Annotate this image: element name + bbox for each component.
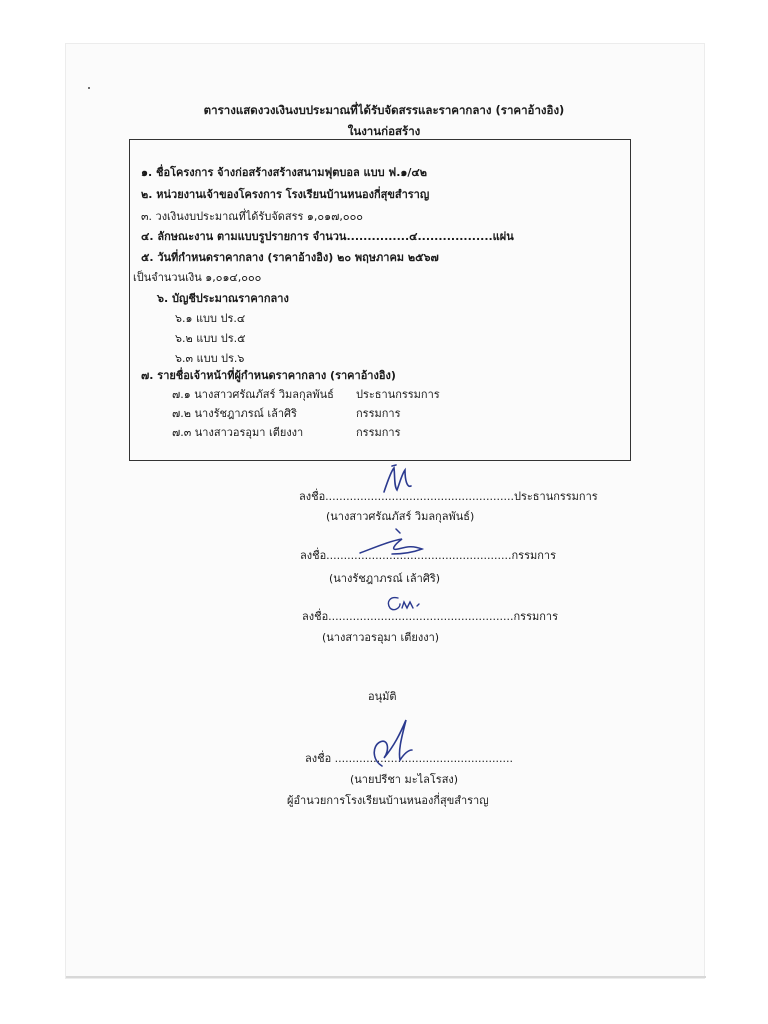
handwritten-signature-director: [366, 716, 416, 772]
signature-line-member-2: ลงชื่อ.....................................................กรรมการ: [300, 549, 556, 562]
item-agency: ๒. หน่วยงานเจ้าของโครงการ โรงเรียนบ้านหนองกี่สุขสำราญ: [141, 188, 430, 201]
director-position: ผู้อำนวยการโรงเรียนบ้านหนองกี่สุขสำราญ: [287, 794, 489, 807]
approval-heading: อนุมัติ: [368, 690, 397, 703]
item-form-6: ๖.๓ แบบ ปร.๖: [175, 352, 245, 365]
committee-member-role: กรรมการ: [356, 407, 401, 420]
item-reference-date: ๕. วันที่กำหนดราคากลาง (ราคาอ้างอิง) ๒๐ พฤษภาคม ๒๕๖๗: [141, 251, 439, 264]
document-subtitle: ในงานก่อสร้าง: [347, 124, 421, 138]
handwritten-signature-2: [356, 527, 436, 559]
item-reference-amount: เป็นจำนวนเงิน ๑,๐๑๔,๐๐๐: [133, 271, 262, 284]
item-project-name: ๑. ชื่อโครงการ จ้างก่อสร้างสร้างสนามฟุตบอล แบบ ฟ.๑/๔๒: [141, 166, 427, 179]
signer-name-member-3: (นางสาวอรอุมา เตียงงา): [322, 631, 440, 644]
committee-member-role: ประธานกรรมการ: [356, 388, 440, 401]
committee-member-name: ๗.๑ นางสาวศรัณภัสร์ วิมลกุลพันธ์: [172, 388, 334, 401]
page-edge: [66, 976, 706, 978]
signer-name-chair: (นางสาวศรัณภัสร์ วิมลกุลพันธ์): [326, 510, 475, 523]
document-title: ตารางแสดงวงเงินงบประมาณที่ได้รับจัดสรรและราคากลาง (ราคาอ้างอิง): [203, 103, 565, 117]
speck: [88, 87, 90, 89]
item-budget: ๓. วงเงินงบประมาณที่ได้รับจัดสรร ๑,๐๑๗,๐๐๐: [141, 210, 364, 223]
item-price-list: ๖. บัญชีประมาณราคากลาง: [157, 292, 289, 305]
committee-member-name: ๗.๒ นางรัชฎาภรณ์ เล้าศิริ: [172, 407, 297, 420]
item-form-5: ๖.๒ แบบ ปร.๕: [175, 332, 246, 345]
approval-signature-line: ลงชื่อ ...................................................: [305, 752, 514, 765]
director-name: (นายปรีชา มะไลโรสง): [350, 773, 459, 786]
handwritten-signature-3: [384, 592, 428, 614]
signer-name-member-2: (นางรัชฎาภรณ์ เล้าศิริ): [329, 572, 441, 585]
item-form-4: ๖.๑ แบบ ปร.๔: [175, 312, 246, 325]
item-work-type: ๔. ลักษณะงาน ตามแบบรูปรายการ จำนวน...............๔..................แผ่น: [141, 230, 514, 243]
handwritten-signature-1: [378, 462, 418, 498]
item-committee-heading: ๗. รายชื่อเจ้าหน้าที่ผู้กำหนดราคากลาง (ราคาอ้างอิง): [141, 369, 396, 382]
committee-member-role: กรรมการ: [356, 426, 401, 439]
committee-member-name: ๗.๓ นางสาวอรอุมา เตียงงา: [172, 426, 304, 439]
signature-line-chair: ลงชื่อ......................................................ประธานกรรมการ: [299, 490, 598, 503]
signature-line-member-3: ลงชื่อ.....................................................กรรมการ: [302, 610, 558, 623]
